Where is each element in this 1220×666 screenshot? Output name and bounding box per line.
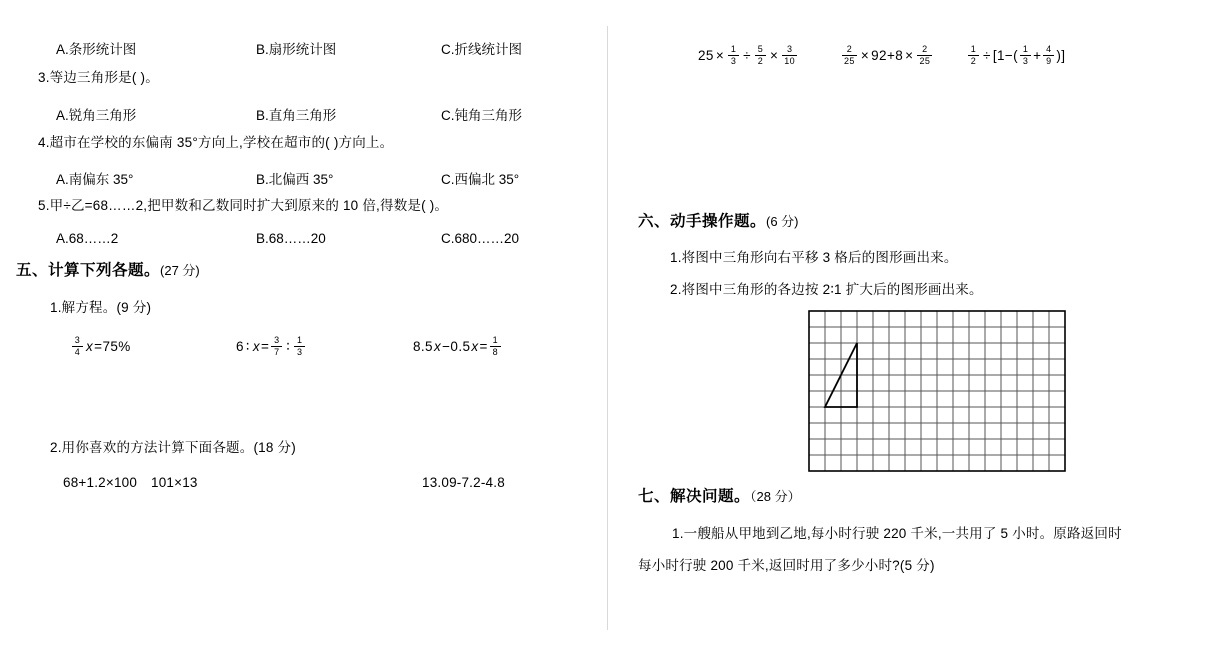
rexp1-fraction-1 bbox=[728, 45, 739, 67]
sub1-score: (9 分) bbox=[116, 300, 152, 315]
rexp3-fraction-3 bbox=[1043, 45, 1054, 67]
grid-lines bbox=[809, 311, 1065, 471]
equation-2-fraction-1 bbox=[271, 336, 282, 358]
q3-option-c[interactable]: C.钝角三角形 bbox=[441, 108, 522, 123]
section-6-item-1: 1.将图中三角形向右平移 3 格后的图形画出来。 bbox=[670, 250, 958, 265]
rexp2-f1-numerator: 2 bbox=[846, 43, 853, 54]
calc-expression-3: 13.09-7.2-4.8 bbox=[422, 475, 505, 490]
calc-expression-2: 101×13 bbox=[151, 475, 198, 490]
rexp3-open-bracket: [1−( bbox=[992, 48, 1019, 64]
section-7-question-1-line-1: 1.一艘船从甲地到乙地,每小时行驶 220 千米,一共用了 5 小时。原路返回时 bbox=[672, 526, 1122, 541]
equation-2-f2-denominator: 3 bbox=[297, 346, 303, 357]
q3-option-a[interactable]: A.锐角三角形 bbox=[56, 108, 137, 123]
rexp2-fraction-2 bbox=[917, 45, 932, 67]
equation-3-fraction bbox=[490, 336, 501, 358]
rexp3-f1-denominator: 2 bbox=[970, 55, 977, 66]
sub2-score: (18 分) bbox=[253, 440, 296, 455]
section-6-item-2: 2.将图中三角形的各边按 2∶1 扩大后的图形画出来。 bbox=[670, 282, 983, 297]
equation-3-numerator: 1 bbox=[492, 334, 499, 345]
q2-option-a[interactable]: A.条形统计图 bbox=[56, 42, 137, 57]
rexp3-f1-numerator: 1 bbox=[970, 43, 977, 54]
rexp1-fraction-3 bbox=[782, 45, 797, 67]
question-5-stem: 5.甲÷乙=68……2,把甲数和乙数同时扩大到原来的 10 倍,得数是( )。 bbox=[38, 198, 449, 213]
rexp2-f1-denominator: 25 bbox=[844, 55, 855, 66]
section-6-score: (6 分) bbox=[766, 214, 799, 229]
rexp2-multiply-2: × bbox=[905, 48, 914, 64]
equation-1-denominator: 4 bbox=[74, 346, 81, 357]
rexp3-close-bracket: )] bbox=[1056, 48, 1066, 64]
equation-3-equals: = bbox=[479, 339, 488, 355]
equation-2-variable: x bbox=[252, 339, 260, 355]
section-7-score: （28 分） bbox=[750, 489, 801, 504]
section-5-heading bbox=[16, 262, 200, 281]
rexp2-f2-denominator: 25 bbox=[919, 55, 931, 66]
equation-1-variable: x bbox=[86, 339, 94, 355]
equation-2-f2-numerator: 1 bbox=[297, 334, 303, 345]
rexp1-fraction-2 bbox=[755, 45, 766, 67]
section-6-heading bbox=[638, 213, 799, 232]
rexp1-lead: 25 bbox=[698, 48, 714, 64]
q3-option-b[interactable]: B.直角三角形 bbox=[256, 108, 337, 123]
rexp1-f2-numerator: 5 bbox=[757, 43, 764, 54]
rexp1-f1-numerator: 1 bbox=[730, 43, 737, 54]
rexp2-f2-numerator: 2 bbox=[922, 43, 928, 54]
question-2-choices bbox=[56, 38, 616, 58]
equation-2-f1-denominator: 7 bbox=[274, 346, 280, 357]
rexp3-f2-denominator: 3 bbox=[1022, 55, 1029, 66]
left-column bbox=[8, 0, 608, 666]
q4-option-b[interactable]: B.北偏西 35° bbox=[256, 172, 334, 187]
section-5-title: 五、计算下列各题。 bbox=[16, 262, 161, 279]
q5-option-b[interactable]: B.68……20 bbox=[256, 231, 326, 246]
sub2-label-text: 2.用你喜欢的方法计算下面各题。 bbox=[50, 440, 254, 455]
section-5-score: (27 分) bbox=[160, 263, 200, 278]
rexp2-number-1: 92 bbox=[871, 48, 887, 64]
rexp3-f2-numerator: 1 bbox=[1022, 43, 1029, 54]
right-expression-3 bbox=[966, 45, 1065, 67]
equation-3-variable-1: x bbox=[433, 339, 442, 355]
sub1-label-text: 1.解方程。 bbox=[50, 300, 117, 315]
question-3-choices bbox=[56, 104, 616, 124]
rexp1-f3-denominator: 10 bbox=[784, 55, 796, 66]
right-expression-2 bbox=[840, 45, 934, 67]
q2-option-c[interactable]: C.折线统计图 bbox=[441, 42, 522, 57]
q4-option-a[interactable]: A.南偏东 35° bbox=[56, 172, 134, 187]
question-4-stem: 4.超市在学校的东偏南 35°方向上,学校在超市的( )方向上。 bbox=[38, 135, 394, 150]
calc-expression-1: 68+1.2×100 bbox=[63, 475, 138, 490]
section-5-sub-2-label bbox=[50, 440, 296, 456]
q4-option-c[interactable]: C.西偏北 35° bbox=[441, 172, 520, 187]
section-7-title: 七、解决问题。 bbox=[638, 488, 751, 505]
q5-option-a[interactable]: A.68……2 bbox=[56, 231, 119, 246]
equation-2-ratio-1: ∶ bbox=[245, 338, 250, 354]
equation-3-denominator: 8 bbox=[492, 346, 499, 357]
rexp1-f1-denominator: 3 bbox=[730, 55, 737, 66]
equation-2 bbox=[236, 336, 307, 358]
rexp2-number-2: 8 bbox=[895, 48, 904, 64]
equation-2-f1-numerator: 3 bbox=[274, 334, 280, 345]
equation-3 bbox=[413, 336, 503, 358]
rexp3-plus: + bbox=[1033, 48, 1042, 64]
rexp3-f3-numerator: 4 bbox=[1046, 43, 1052, 54]
equation-2-lead: 6 bbox=[236, 339, 244, 355]
equation-2-equals: = bbox=[261, 339, 270, 355]
rexp1-divide: ÷ bbox=[743, 48, 751, 64]
equation-2-ratio-2: ∶ bbox=[286, 338, 291, 354]
equation-1-numerator: 3 bbox=[74, 334, 81, 345]
rexp1-multiply-2: × bbox=[769, 48, 779, 64]
rexp3-f3-denominator: 9 bbox=[1046, 55, 1052, 66]
grid-svg bbox=[808, 310, 1066, 472]
grid-figure bbox=[808, 310, 1066, 472]
equation-1-fraction bbox=[72, 336, 83, 358]
rexp1-f3-numerator: 3 bbox=[786, 43, 793, 54]
rexp2-fraction-1 bbox=[842, 45, 857, 67]
section-6-title: 六、动手操作题。 bbox=[638, 213, 767, 230]
rexp3-fraction-2 bbox=[1020, 45, 1031, 67]
rexp3-fraction-1 bbox=[968, 45, 979, 67]
right-expression-1 bbox=[698, 45, 799, 67]
equation-1 bbox=[70, 336, 131, 358]
equation-3-coefficient-1: 8.5 bbox=[413, 339, 433, 355]
section-7-heading bbox=[638, 488, 801, 507]
equation-1-rhs: 75% bbox=[102, 339, 131, 355]
rexp3-divide: ÷ bbox=[983, 48, 991, 64]
rexp2-multiply-1: × bbox=[860, 48, 870, 64]
rexp2-plus: + bbox=[886, 48, 896, 64]
q5-option-c[interactable]: C.680……20 bbox=[441, 231, 520, 246]
rexp1-f2-denominator: 2 bbox=[757, 55, 764, 66]
section-7-question-1-line-2: 每小时行驶 200 千米,返回时用了多少小时?(5 分) bbox=[638, 558, 935, 573]
section-5-sub-1-label bbox=[50, 300, 151, 316]
rexp1-multiply-1: × bbox=[715, 48, 725, 64]
equation-3-minus: − bbox=[442, 339, 451, 355]
question-4-choices bbox=[56, 168, 616, 188]
question-3-stem: 3.等边三角形是( )。 bbox=[38, 70, 159, 85]
equation-3-coefficient-2: 0.5 bbox=[450, 339, 471, 355]
equation-1-equals: = bbox=[94, 339, 103, 355]
question-5-choices bbox=[56, 231, 616, 246]
equation-3-variable-2: x bbox=[471, 339, 479, 355]
q2-option-b[interactable]: B.扇形统计图 bbox=[256, 42, 337, 57]
equation-2-fraction-2 bbox=[294, 336, 305, 358]
